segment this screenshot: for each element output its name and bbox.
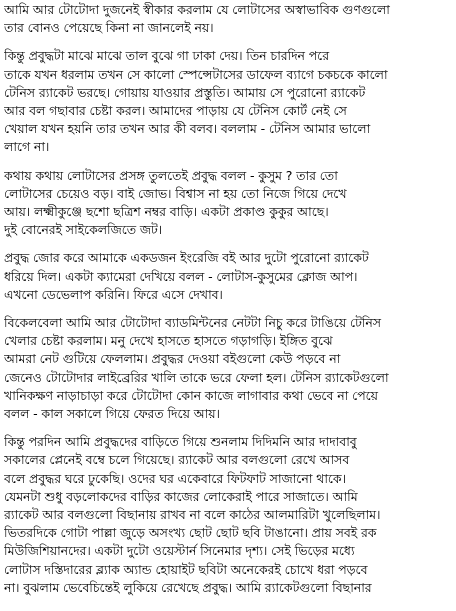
text-line: যেমনটা শুধু বড়লোকদের বাড়ির কাজের লোকেরাই পারে সাজাতে। আমি — [4, 488, 358, 504]
text-line: ভিতরদিকে গোটা পাল্লা জুড়ে অসংখ্য ছোট ছোট ছবি টাঙানো। প্রায় সবই রক — [4, 525, 377, 541]
text-line: কথায় কথায় লোটাসের প্রসঙ্গ তুলতেই প্রবুদ্ধ বলল - কুসুম ? তার তো — [4, 167, 338, 183]
text-line: তাকে যখন ধরলাম তখন সে কালো স্পেন্সেটাসের ডাফেল ব্যাগে চকচকে কালো — [4, 66, 388, 82]
text-line: খানিকক্ষণ নাড়াচাড়া করে টোটোদা কোন কাজে লাগাবার কথা ভেবে না পেয়ে — [4, 387, 378, 403]
text-line: এখনো ডেভেলাপ করিনি। ফিরে এসে দেখাব। — [4, 286, 223, 302]
text-line: কিন্তু পরদিন আমি প্রবুদ্ধদের বাড়িতে গিয়ে শুনলাম দিদিমনি আর দাদাবাবু — [4, 434, 357, 450]
paragraph — [4, 314, 452, 423]
text-line: আয়। লক্ষ্মীকুঞ্জে ছশো ছত্রিশ নম্বর বাড়ি। একটা প্রকাণ্ড কুকুর আছে। — [4, 204, 329, 220]
text-line: আমি আর টোটোদা দুজনেই স্বীকার করলাম যে লোটাসের অস্বাভাবিক গুণগুলো — [4, 2, 390, 17]
paragraph — [4, 1, 452, 37]
text-line: জেনেও টোটোদার লাইব্রেরির খালি তাকে ভরে ফেলা হল। টেনিস র‍্যাকেটগুলো — [4, 369, 389, 385]
paragraph — [4, 249, 452, 304]
text-line: দুই বোনেরই সাইকেলজিতে জট। — [4, 222, 163, 238]
paragraph — [4, 47, 452, 156]
text-line: লোটাস দস্তিদারের ব্ল্যাক অ্যান্ড হোয়াইট ছবিটা অনেকেরই চোখে ধরা পড়বে — [4, 561, 368, 577]
text-line: কিন্তু প্রবুদ্ধটা মাঝে মাঝে তাল বুঝে গা ঢাকা দেয়। তিন চারদিন পরে — [4, 48, 330, 64]
text-line: বলে প্রবুদ্ধর ঘরে ঢুকেছি। ওদের ঘর একেবারে ফিটফাট সাজানো থাকে। — [4, 470, 346, 486]
text-line: ধরিয়ে দিল। একটা ক্যামেরা দেখিয়ে বলল - লোটাস-কুসুমের ক্লোজ আপ। — [4, 268, 358, 284]
text-line: টেনিস র‍্যাকেট ভরছে। গোয়ায় যাওয়ার প্রস্তুতি। আমায় সে পুরোনো র‍্যাকেট — [4, 84, 366, 100]
text-line: না। বুঝলাম ভেবেচিন্তেই লুকিয়ে রেখেছে প্রবুদ্ধ। আমি র‍্যাকেটগুলো বিছানার — [4, 579, 372, 595]
text-line: তার বোনও পেয়েছে কিনা না জানলেই নয়। — [4, 20, 214, 36]
paragraph — [4, 167, 452, 240]
text-line: বিকেলবেলা আমি আর টোটোদা ব্যাডমিন্টনের নেটটা নিচু করে টাঙিয়ে টেনিস — [4, 315, 381, 331]
text-line: আর বল গছাবার চেষ্টা করল। আমাদের পাড়ায় যে টেনিস কোর্ট নেই সে — [4, 103, 347, 119]
text-line: সকালের প্লেনেই বম্বে চলে গিয়েছে। র‍্যাকেট আর বলগুলো রেখে আসব — [4, 452, 350, 468]
text-line: প্রবুদ্ধ জোর করে আমাকে একডজন ইংরেজি বই আর দুটো পুরোনো র‍্যাকেট — [4, 250, 369, 266]
text-line: র‍্যাকেট আর বলগুলো বিছানায় রাখব না বলে কাঠের আলমারিটা খুলেছিলাম। — [4, 507, 381, 523]
text-line: আমরা নেট গুটিয়ে ফেললাম। প্রবুদ্ধর দেওয়া বইগুলো কেউ পড়বে না — [4, 351, 341, 367]
paragraph — [4, 433, 452, 597]
text-line: বলল - কাল সকালে গিয়ে ফেরত দিয়ে আয়। — [4, 406, 220, 422]
text-line: খেলার চেষ্টা করলাম। মনু দেখে হাসতে হাসতে গড়াগড়ি। ইঙ্গিত বুঝে — [4, 333, 333, 349]
text-line: খেয়াল যখন হয়নি তার তখন আর কী বলব। বললাম - টেনিস আমার ভালো — [4, 121, 371, 137]
text-line: মিউজিশিয়ানদের। একটা দুটো ওয়েস্টার্ন সিনেমার দৃশ্য। সেই ভিড়ের মধ্যে — [4, 543, 355, 559]
text-line: লোটাসের চেয়েও বড়। বাই জোভ। বিশ্বাস না হয় তো নিজে গিয়ে দেখে — [4, 185, 347, 201]
text-line: লাগে না। — [4, 139, 50, 155]
